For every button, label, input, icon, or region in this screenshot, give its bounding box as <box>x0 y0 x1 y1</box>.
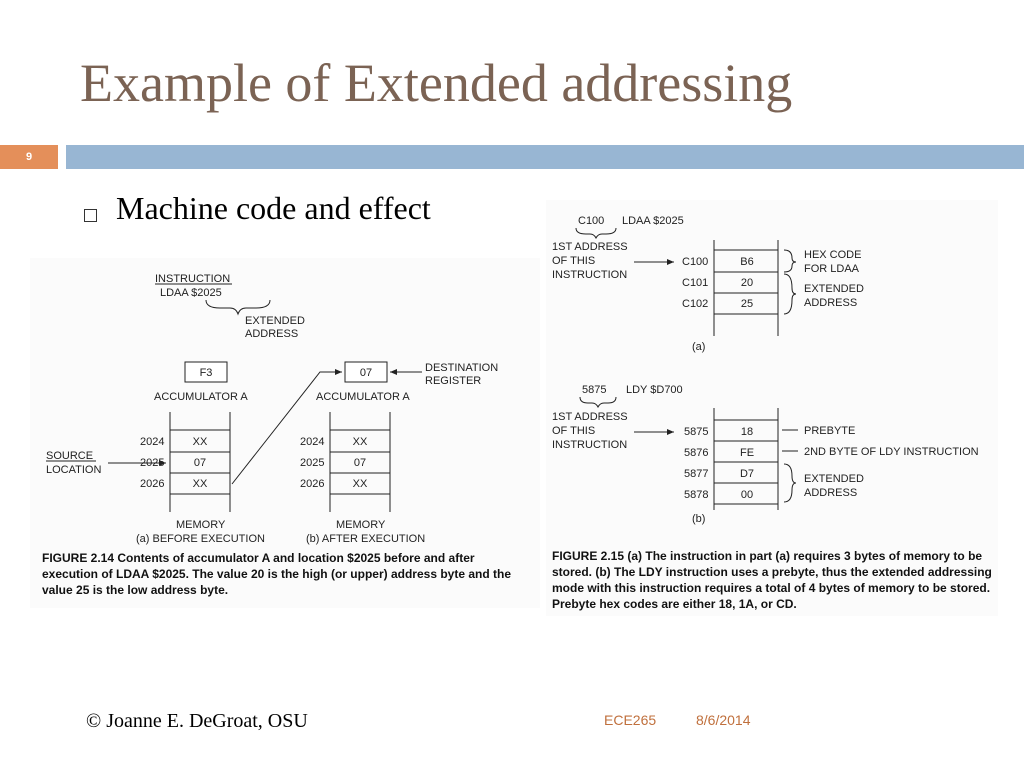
b-addr-5876: 5876 <box>684 447 709 459</box>
addr-before-2025: 2025 <box>140 457 165 469</box>
addr-after-2026: 2026 <box>300 478 325 490</box>
instruction-label: INSTRUCTION <box>155 273 231 285</box>
b-addr-5878: 5878 <box>684 489 709 501</box>
bullet-square-icon <box>84 209 97 222</box>
figure-2-14-caption: FIGURE 2.14 Contents of accumulator A and location $2025 before and after execution of LDAA $2025. The value 20 is the high (or upper) address byte and the value 25 is the low address byte. <box>42 551 511 597</box>
a-addr-c100: C100 <box>682 256 709 268</box>
acc-before-value: F3 <box>199 367 213 379</box>
addr-after-2024: 2024 <box>300 436 325 448</box>
extended-label-2: ADDRESS <box>245 328 299 340</box>
title-divider-bar <box>66 145 1024 169</box>
sub-label-after: (b) AFTER EXECUTION <box>306 533 426 545</box>
figure-2-14 <box>30 258 540 608</box>
val-after-2026: XX <box>352 478 368 490</box>
a-first-addr-2: OF THIS <box>552 255 596 267</box>
a-val-20: 20 <box>740 277 754 289</box>
footer-copyright: © Joanne E. DeGroat, OSU <box>86 710 308 732</box>
a-address: C100 <box>578 215 605 227</box>
footer-date: 8/6/2014 <box>696 712 751 728</box>
b-first-addr-2: OF THIS <box>552 425 596 437</box>
b-addr-5875: 5875 <box>684 426 709 438</box>
addr-after-2025: 2025 <box>300 457 325 469</box>
addr-before-2024: 2024 <box>140 436 165 448</box>
a-hex-label-2: FOR LDAA <box>804 263 860 275</box>
figure-2-14-diagram <box>30 258 540 548</box>
source-label-1: SOURCE <box>46 450 94 462</box>
a-ext-label-1: EXTENDED <box>804 283 864 295</box>
b-ext-label-2: ADDRESS <box>804 487 858 499</box>
b-val-d7: D7 <box>739 468 755 480</box>
a-val-25: 25 <box>740 298 754 310</box>
val-before-2024: XX <box>192 436 208 448</box>
accumulator-label-before: ACCUMULATOR A <box>154 391 248 403</box>
memory-label-before: MEMORY <box>176 519 226 531</box>
a-first-addr-1: 1ST ADDRESS <box>552 241 628 253</box>
a-first-addr-3: INSTRUCTION <box>552 269 628 281</box>
a-addr-c101: C101 <box>682 277 709 289</box>
source-label-2: LOCATION <box>46 464 102 476</box>
accumulator-label-after: ACCUMULATOR A <box>316 391 410 403</box>
b-first-addr-3: INSTRUCTION <box>552 439 628 451</box>
acc-after-value: 07 <box>359 367 373 379</box>
slide-number: 9 <box>25 151 33 163</box>
b-val-fe: FE <box>739 447 755 459</box>
b-instruction: LDY $D700 <box>626 384 683 396</box>
val-after-2024: XX <box>352 436 368 448</box>
a-instruction: LDAA $2025 <box>622 215 684 227</box>
b-prebyte-label: PREBYTE <box>804 425 856 437</box>
footer-course: ECE265 <box>604 712 657 728</box>
b-second-byte-label: 2ND BYTE OF LDY INSTRUCTION <box>804 446 979 458</box>
b-addr-5877: 5877 <box>684 468 709 480</box>
extended-label-1: EXTENDED <box>245 315 305 327</box>
b-ext-label-1: EXTENDED <box>804 473 864 485</box>
instruction-text: LDAA $2025 <box>160 287 222 299</box>
figure-2-15 <box>546 200 998 616</box>
figure-2-15-caption: FIGURE 2.15 (a) The instruction in part (a) requires 3 bytes of memory to be stored. (b) The LDY instruction uses a prebyte, thus the extended addressing mode with this instruction requires a total of 4 bytes of memory to be stored. Prebyte hex codes are either 18, 1A, or CD. <box>552 549 992 611</box>
a-addr-c102: C102 <box>682 298 709 310</box>
figure-2-15-diagram <box>546 200 998 540</box>
a-hex-label-1: HEX CODE <box>804 249 862 261</box>
addr-before-2026: 2026 <box>140 478 165 490</box>
b-val-00: 00 <box>740 489 754 501</box>
slide-title: Example of Extended addressing <box>80 53 793 113</box>
a-part-label: (a) <box>692 341 706 353</box>
a-ext-label-2: ADDRESS <box>804 297 858 309</box>
destination-label-1: DESTINATION <box>425 362 499 374</box>
sub-label-before: (a) BEFORE EXECUTION <box>136 533 265 545</box>
b-first-addr-1: 1ST ADDRESS <box>552 411 628 423</box>
val-after-2025: 07 <box>353 457 367 469</box>
b-val-18: 18 <box>740 426 754 438</box>
b-address: 5875 <box>582 384 607 396</box>
bullet-text: Machine code and effect <box>116 190 431 226</box>
destination-label-2: REGISTER <box>425 375 482 387</box>
a-val-b6: B6 <box>740 256 754 268</box>
b-part-label: (b) <box>692 513 706 525</box>
memory-label-after: MEMORY <box>336 519 386 531</box>
val-before-2026: XX <box>192 478 208 490</box>
val-before-2025: 07 <box>193 457 207 469</box>
